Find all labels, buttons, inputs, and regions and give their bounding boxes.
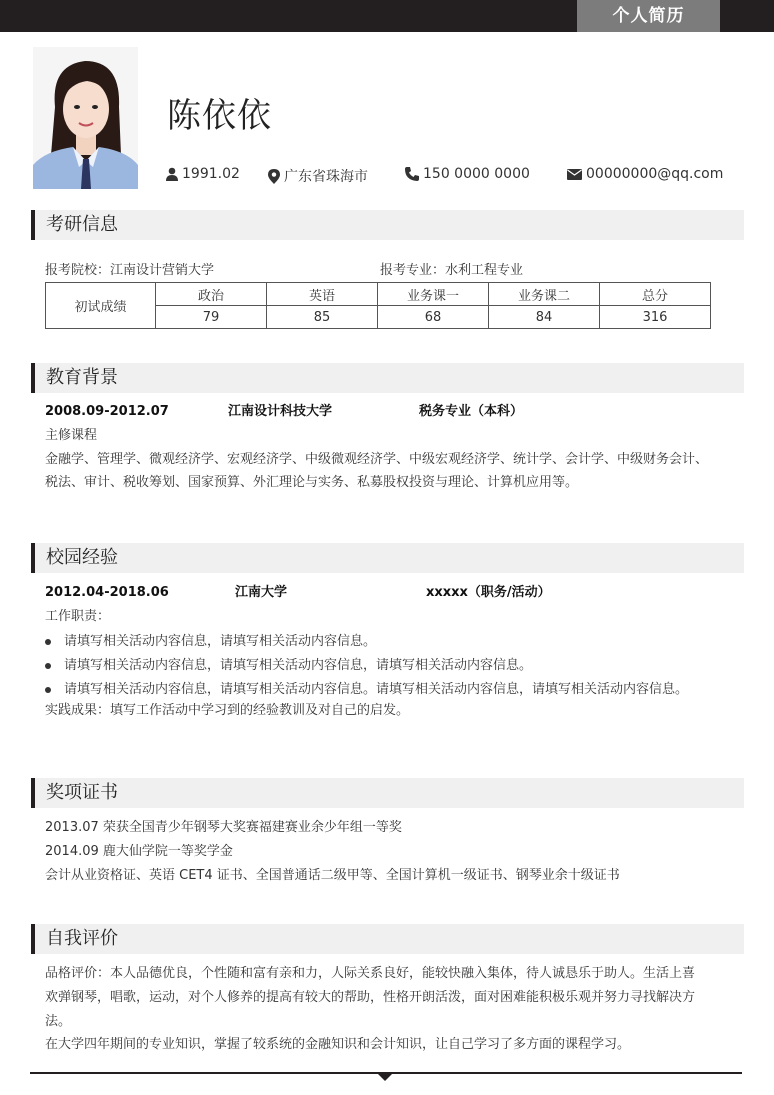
list-item: 请填写相关活动内容信息，请填写相关活动内容信息，请填写相关活动内容信息。: [45, 654, 688, 678]
score-cell: 84: [489, 306, 600, 329]
section-marker: [31, 543, 35, 573]
courses-line: 金融学、管理学、微观经济学、宏观经济学、中级微观经济学、中级宏观经济学、统计学、会计学、中级财务会计、: [45, 452, 709, 467]
section-title: 教育背景: [46, 367, 118, 388]
birth-text: 1991.02: [182, 166, 240, 182]
award-item: 会计从业资格证、英语 CET4 证书、全国普通话二级甲等、全国计算机一级证书、钢琴业余十级证书: [45, 868, 620, 883]
campus-result: 实践成果：填写工作活动中学习到的经验教训及对自己的启发。: [45, 703, 410, 718]
section-marker: [31, 778, 35, 808]
section-title: 校园经验: [46, 547, 118, 568]
courses-line: 税法、审计、税收筹划、国家预算、外汇理论与实务、私募股权投资与理论、计算机应用等。: [45, 475, 579, 490]
self-line: 在大学四年期间的专业知识，掌握了较系统的金融知识和会计知识，让自己学习了多方面的课程学习。: [45, 1037, 631, 1052]
section-campus: [31, 543, 744, 573]
exam-school: 报考院校：江南设计营销大学: [45, 263, 215, 278]
phone-text: 150 0000 0000: [423, 166, 530, 182]
bottom-arrow-icon: [378, 1074, 392, 1081]
phone-icon: [405, 167, 419, 181]
education-school: 江南设计科技大学: [228, 404, 333, 419]
list-item: 请填写相关活动内容信息，请填写相关活动内容信息。请填写相关活动内容信息，请填写相关活动内容信息。: [45, 678, 688, 702]
score-label: 初试成绩: [46, 283, 156, 329]
self-line: 欢弹钢琴，唱歌，运动，对个人修养的提高有较大的帮助，性格开朗活泼，面对困难能积极乐观并努力寻找解决方: [45, 990, 696, 1005]
location-pin-icon: [268, 169, 280, 184]
section-marker: [31, 363, 35, 393]
exam-score-table: [45, 282, 711, 329]
award-item: 2013.07 荣获全国青少年钢琴大奖赛福建赛业余少年组一等奖: [45, 820, 402, 835]
duty-label: 工作职责：: [45, 609, 111, 624]
subject-header: 政治: [156, 283, 267, 306]
campus-role: xxxxx（职务/活动）: [426, 585, 551, 600]
education-period: 2008.09-2012.07: [45, 404, 169, 419]
self-line: 品格评价：本人品德优良，个性随和富有亲和力，人际关系良好，能较快融入集体，待人诚恳乐于助人。生活上喜: [45, 966, 696, 981]
section-education: [31, 363, 744, 393]
subject-header: 业务课一: [378, 283, 489, 306]
score-cell: 316: [600, 306, 711, 329]
duty-list: [45, 630, 688, 702]
birth-info: [166, 166, 240, 182]
score-cell: 85: [267, 306, 378, 329]
list-item: 请填写相关活动内容信息，请填写相关活动内容信息。: [45, 630, 688, 654]
mail-icon: [567, 169, 582, 180]
subject-header: 总分: [600, 283, 711, 306]
score-cell: 68: [378, 306, 489, 329]
score-cell: 79: [156, 306, 267, 329]
courses-label: 主修课程: [45, 428, 98, 443]
location-info: [268, 166, 368, 186]
section-marker: [31, 210, 35, 240]
profile-name: 陈依依: [167, 96, 272, 136]
section-exam: [31, 210, 744, 240]
location-text: 广东省珠海市: [284, 169, 368, 185]
email-text: 00000000@qq.com: [586, 166, 724, 182]
campus-period: 2012.04-2018.06: [45, 585, 169, 600]
section-marker: [31, 924, 35, 954]
subject-header: 业务课二: [489, 283, 600, 306]
exam-major: 报考专业：水利工程专业: [380, 263, 524, 278]
campus-org: 江南大学: [235, 585, 288, 600]
self-line: 法。: [45, 1014, 72, 1029]
section-awards: [31, 778, 744, 808]
section-title: 自我评价: [46, 928, 118, 949]
section-self: [31, 924, 744, 954]
education-major: 税务专业（本科）: [419, 404, 524, 419]
phone-info: [405, 166, 530, 182]
email-info: [567, 166, 723, 182]
resume-tag: 个人简历: [577, 0, 720, 32]
person-icon: [166, 167, 178, 181]
section-title: 奖项证书: [46, 782, 118, 803]
top-bar: [0, 0, 774, 32]
profile-photo: [33, 47, 138, 189]
table-row: [46, 283, 711, 306]
subject-header: 英语: [267, 283, 378, 306]
award-item: 2014.09 鹿大仙学院一等奖学金: [45, 844, 233, 859]
section-title: 考研信息: [46, 214, 118, 235]
